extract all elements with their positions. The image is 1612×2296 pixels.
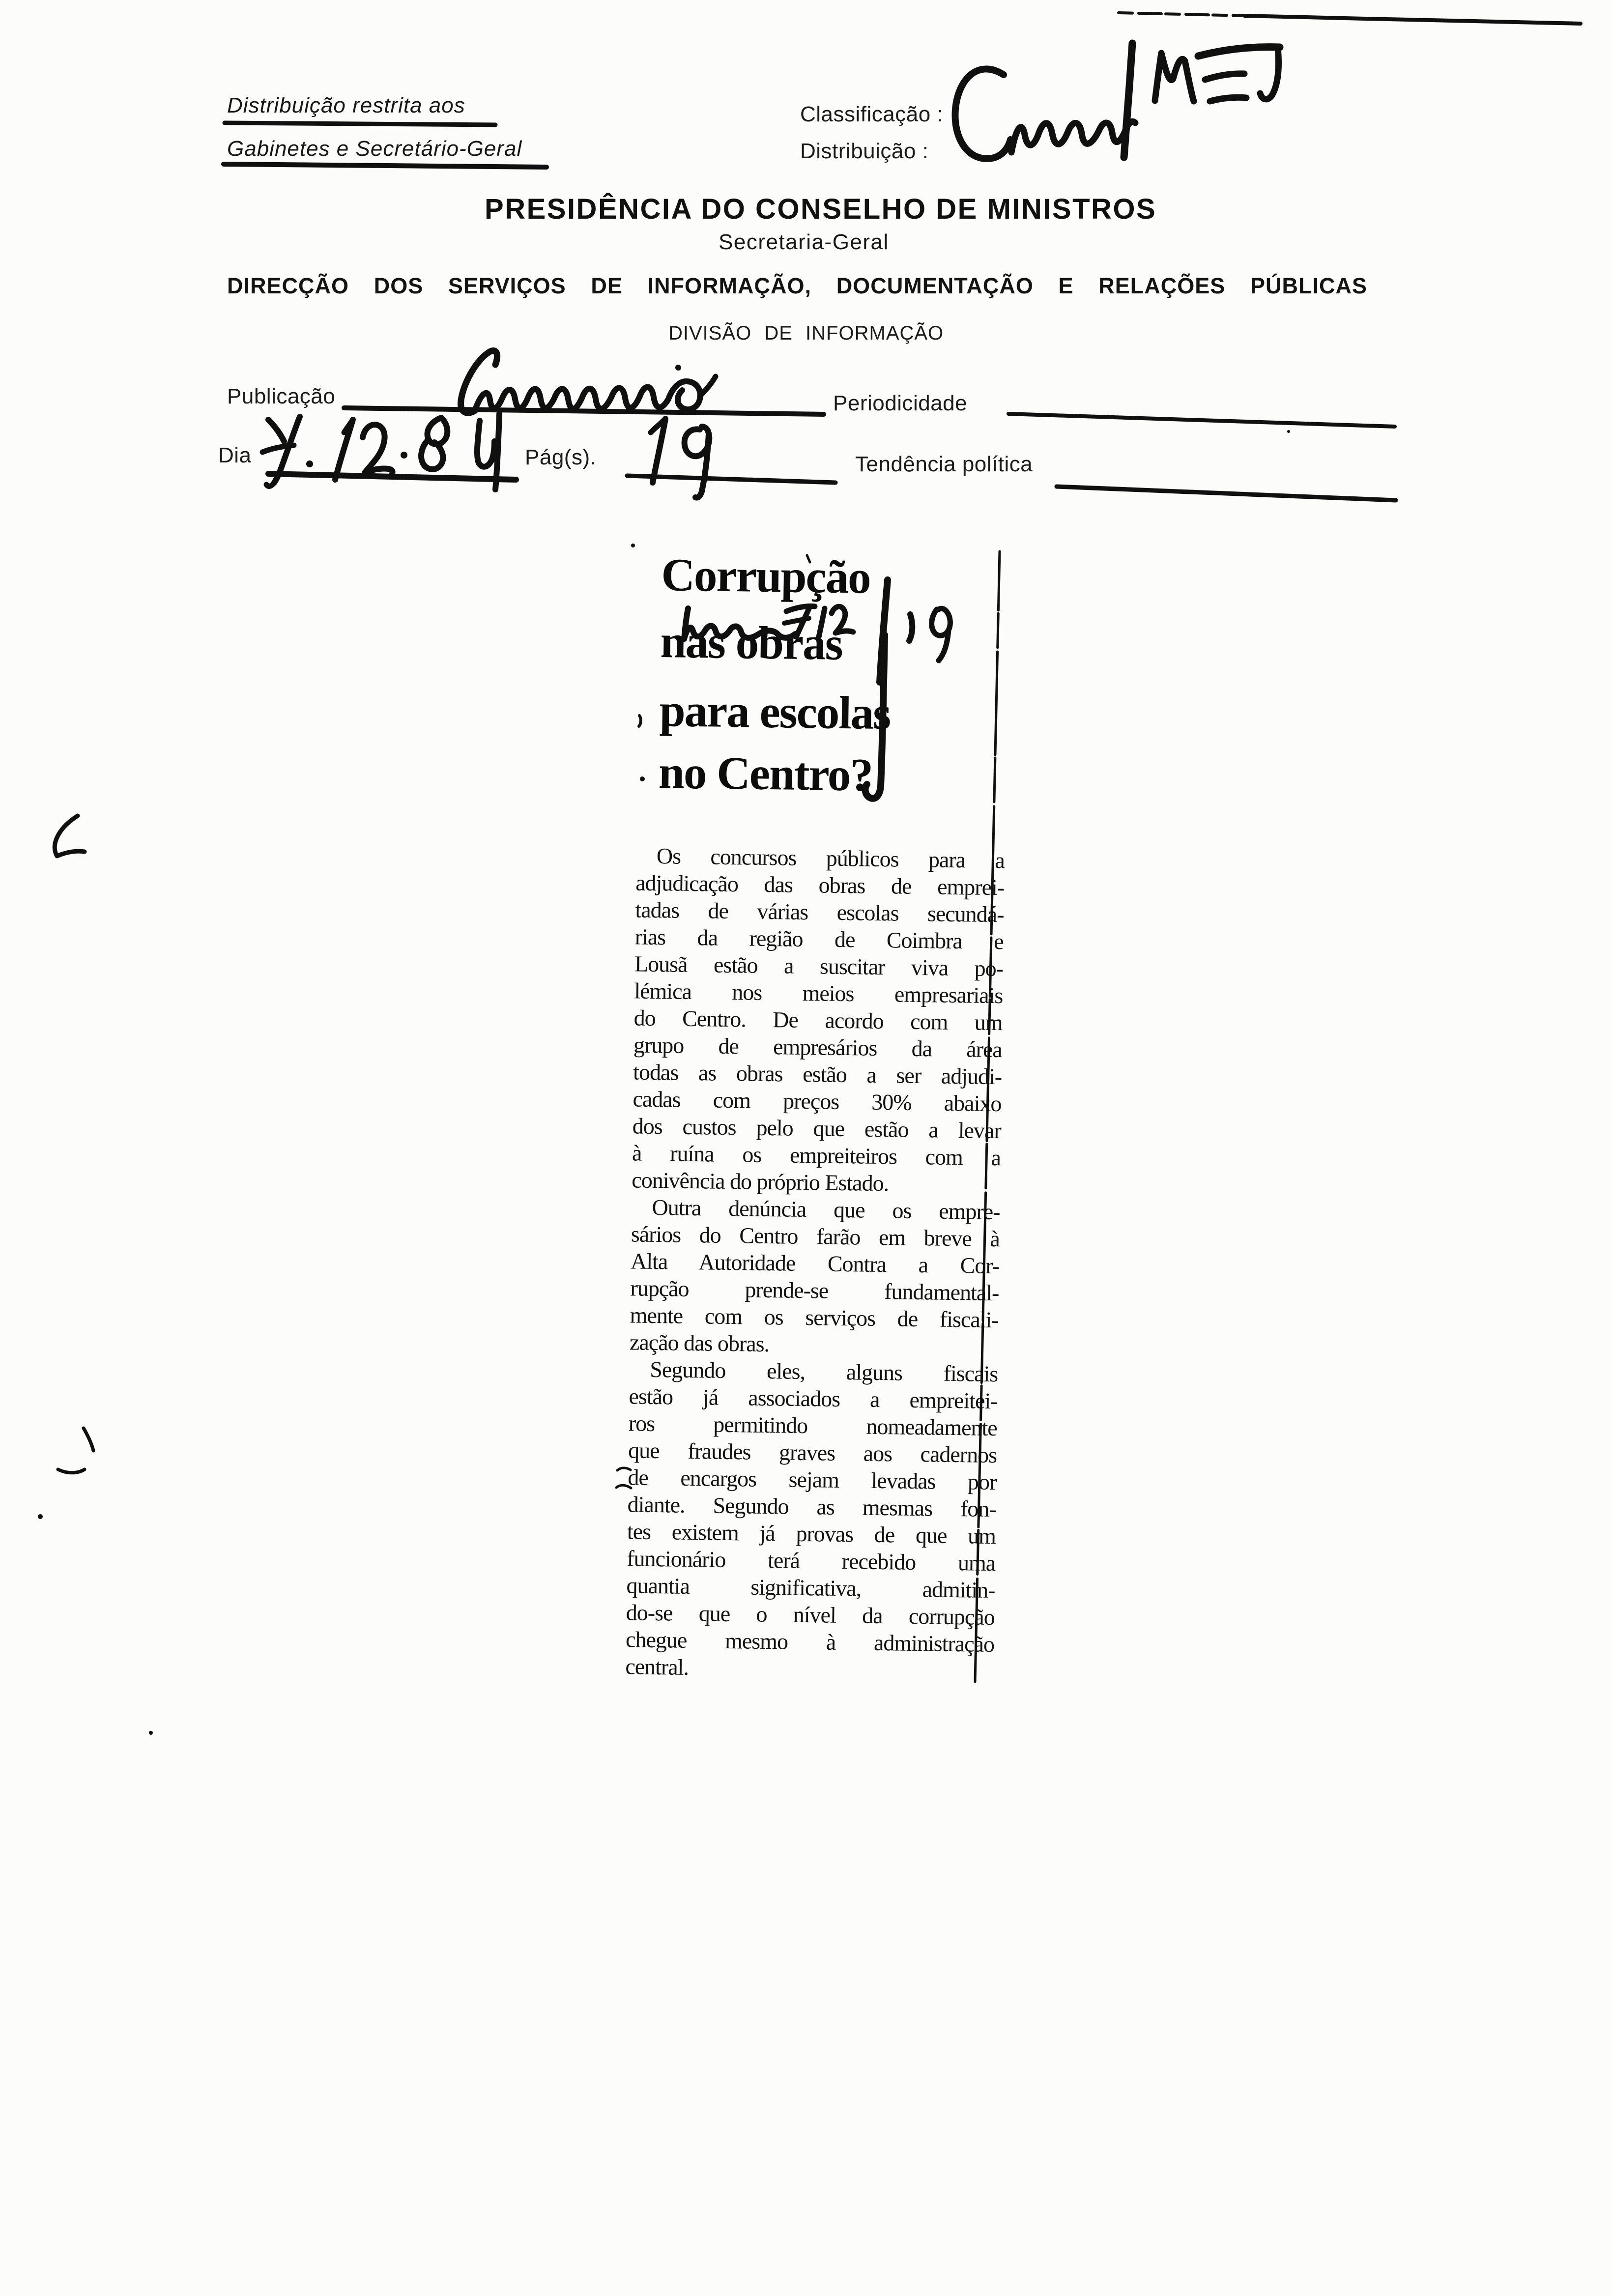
margin-paren-mark [55,816,85,856]
periodicity-underline [1008,414,1395,427]
body-line: do Centro. De acordo com um [633,1005,1003,1035]
distribution-note-line2: Gabinetes e Secretário-Geral [227,137,522,161]
body-line: grupo de empresários da área [633,1032,1003,1062]
body-line: adjudicação das obras de emprei- [635,870,1005,900]
letterhead-subtitle: Secretaria-Geral [719,230,889,254]
pages-label: Pág(s). [525,445,597,469]
body-line: tadas de várias escolas secundá- [635,897,1004,927]
body-line: rupção prende-se fundamental- [630,1275,999,1306]
body-line: quantia significativa, admitin- [626,1573,995,1603]
letterhead-department: DIRECÇÃO DOS SERVIÇOS DE INFORMAÇÃO, DOCUMENTAÇÃO E RELAÇÕES PÚBLICAS [227,273,1367,298]
body-line: dos custos pelo que estão a levar [632,1113,1002,1144]
body-line: Lousã estão a suscitar viva po- [634,951,1004,981]
headline-line: para escolas [659,684,891,740]
body-line: ros permitindo nomeadamente [628,1410,998,1441]
handwritten-publication-value [461,351,716,413]
body-line: todas as obras estão a ser adjudi- [633,1059,1002,1090]
body-line: conivência do próprio Estado. [632,1167,889,1196]
body-line: tes existem já provas de que um [627,1519,996,1549]
body-line: central. [625,1654,689,1680]
handwritten-pages-value [651,419,709,498]
publication-label: Publicação [227,384,336,408]
classification-label: Classificação : [800,102,944,126]
body-line: sários do Centro farão em breve à [631,1221,1000,1252]
day-label: Dia [218,443,252,467]
tendency-underline [1057,487,1396,500]
headline-line: Corrupção [661,548,871,603]
body-line: diante. Segundo as mesmas fon- [627,1492,996,1522]
body-line: à ruína os empreiteiros com a [632,1140,1001,1171]
periodicity-label: Periodicidade [833,391,968,415]
body-line: Segundo eles, alguns fiscais [649,1356,998,1387]
headline-line: nas obras [660,615,843,670]
body-line: que fraudes graves aos cadernos [628,1437,997,1468]
body-line: funcionário terá recebido uma [626,1546,996,1576]
headline-line: no Centro? [658,746,873,801]
body-line: Alta Autoridade Contra a Cor- [630,1248,1000,1279]
handwritten-classification-value [955,43,1280,159]
distribution-note-line1: Distribuição restrita aos [227,93,465,117]
body-line: zação das obras. [629,1329,770,1357]
body-line: estão já associados a empreitei- [629,1383,998,1414]
body-line: mente com os serviços de fiscali- [630,1302,999,1333]
distribution-label: Distribuição : [800,139,929,163]
day-underline [268,474,516,480]
handwritten-day-value [262,414,499,489]
body-line: Outra denúncia que os empre- [652,1194,1000,1225]
publication-underline [344,408,824,414]
article-body-column [625,842,1005,1685]
body-line: do-se que o nível da corrupção [626,1600,995,1630]
body-line: Os concursos públicos para a [656,843,1005,873]
top-right-pen-line [1119,13,1581,24]
body-line: de encargos sejam levadas por [628,1464,997,1495]
body-line: cadas com preços 30% abaixo [633,1086,1002,1117]
body-line: rias da região de Coimbra e [634,924,1004,954]
body-line: lémica nos meios empresariais [634,978,1003,1008]
pages-underline [627,476,835,483]
margin-tick-mark [38,1428,93,1519]
body-line: chegue mesmo à administração [625,1627,995,1657]
tendency-label: Tendência política [855,452,1033,476]
letterhead-division: DIVISÃO DE INFORMAÇÃO [668,322,944,344]
letterhead-title: PRESIDÊNCIA DO CONSELHO DE MINISTROS [485,193,1157,225]
